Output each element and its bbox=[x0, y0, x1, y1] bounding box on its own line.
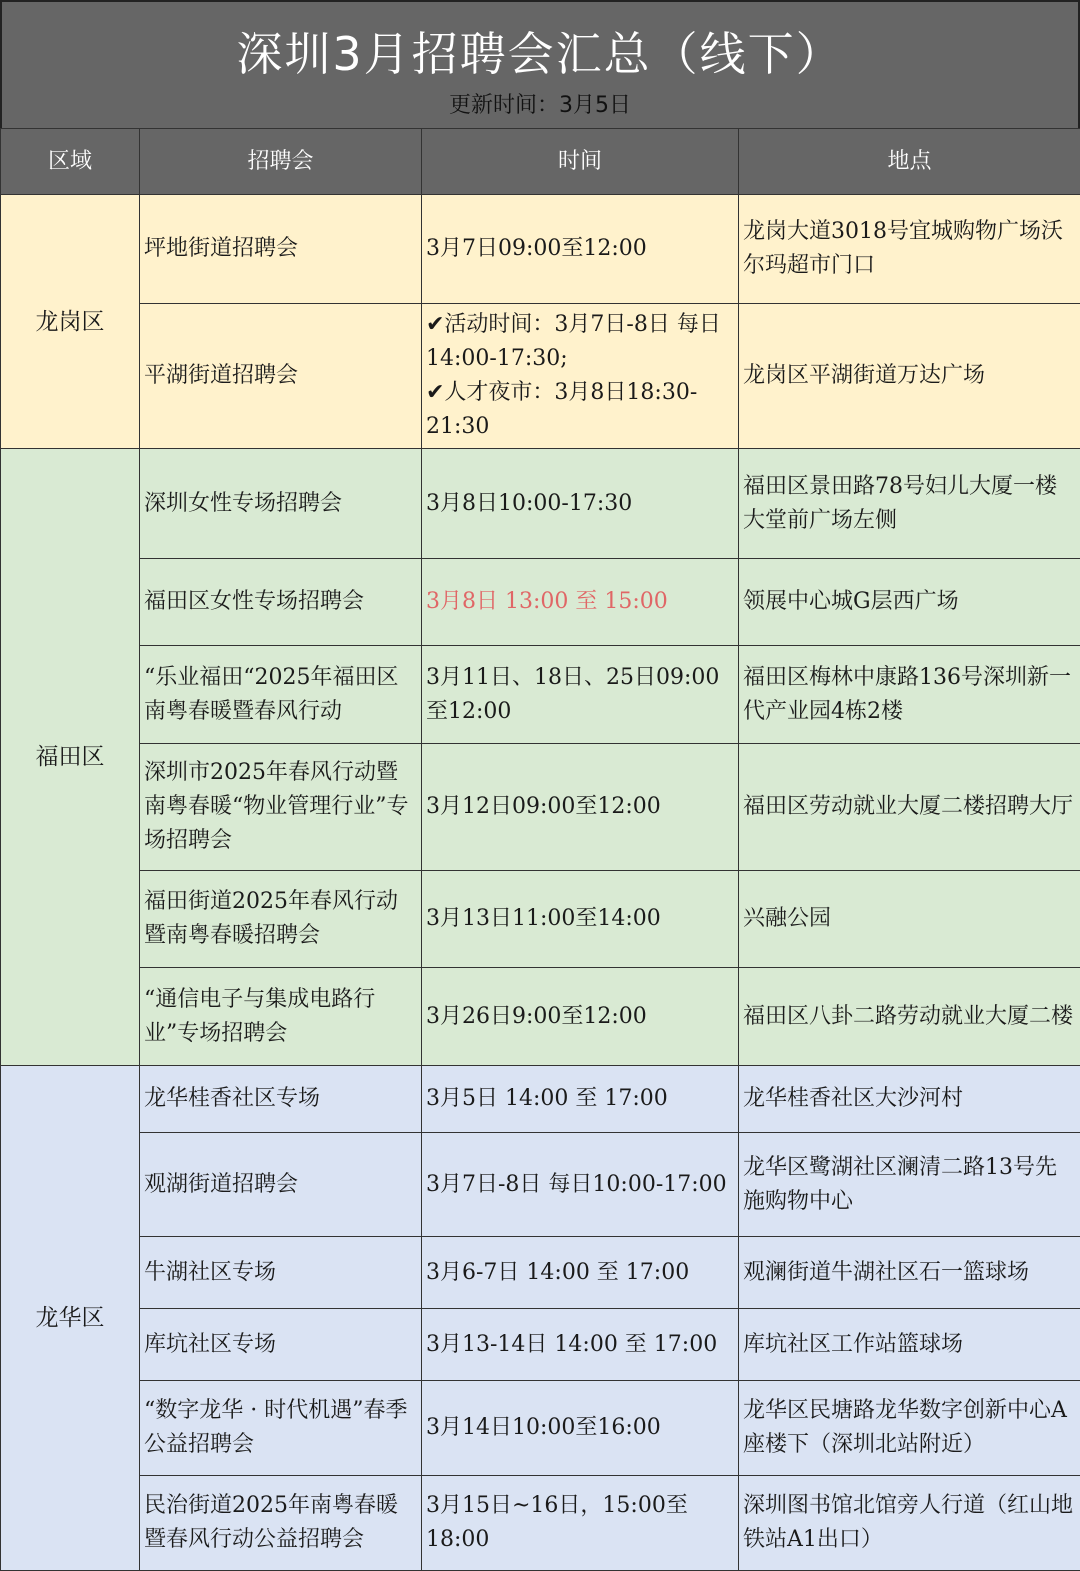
column-header-time: 时间 bbox=[422, 129, 739, 195]
event-location: 龙华桂香社区大沙河村 bbox=[739, 1066, 1080, 1133]
region-cell-longhua: 龙华区 bbox=[1, 1066, 140, 1571]
job-fair-table bbox=[0, 128, 1080, 1571]
table-row bbox=[1, 968, 1080, 1066]
event-time: 3月26日9:00至12:00 bbox=[422, 968, 739, 1066]
table-row bbox=[1, 559, 1080, 646]
event-time-line: ✔活动时间：3月7日-8日 每日14:00-17:30; bbox=[426, 308, 734, 376]
event-name: 库坑社区专场 bbox=[140, 1309, 422, 1381]
event-location: 福田区劳动就业大厦二楼招聘大厅 bbox=[739, 744, 1080, 871]
event-name: 平湖街道招聘会 bbox=[140, 304, 422, 449]
column-header-event: 招聘会 bbox=[140, 129, 422, 195]
event-name: “通信电子与集成电路行业”专场招聘会 bbox=[140, 968, 422, 1066]
event-time: 3月5日 14:00 至 17:00 bbox=[422, 1066, 739, 1133]
table-row bbox=[1, 449, 1080, 559]
event-location: 领展中心城G层西广场 bbox=[739, 559, 1080, 646]
event-time: 3月8日 13:00 至 15:00 bbox=[422, 559, 739, 646]
event-location: 龙华区鹭湖社区澜清二路13号先施购物中心 bbox=[739, 1133, 1080, 1237]
event-name: 观湖街道招聘会 bbox=[140, 1133, 422, 1237]
table-row bbox=[1, 1381, 1080, 1476]
event-name: “数字龙华 · 时代机遇”春季公益招聘会 bbox=[140, 1381, 422, 1476]
event-name: “乐业福田“2025年福田区南粤春暖暨春风行动 bbox=[140, 646, 422, 744]
table-row bbox=[1, 1133, 1080, 1237]
table-row bbox=[1, 1309, 1080, 1381]
event-location: 龙岗区平湖街道万达广场 bbox=[739, 304, 1080, 449]
table-header-row bbox=[1, 129, 1080, 195]
event-location: 龙华区民塘路龙华数字创新中心A座楼下（深圳北站附近） bbox=[739, 1381, 1080, 1476]
event-name: 牛湖社区专场 bbox=[140, 1237, 422, 1309]
region-cell-longgang: 龙岗区 bbox=[1, 195, 140, 449]
column-header-location: 地点 bbox=[739, 129, 1080, 195]
page-title: 深圳3月招聘会汇总（线下） bbox=[2, 18, 1078, 84]
event-time: 3月6-7日 14:00 至 17:00 bbox=[422, 1237, 739, 1309]
update-time: 更新时间：3月5日 bbox=[2, 88, 1078, 119]
event-time: 3月15日~16日，15:00至18:00 bbox=[422, 1476, 739, 1571]
event-name: 福田区女性专场招聘会 bbox=[140, 559, 422, 646]
event-time: 3月14日10:00至16:00 bbox=[422, 1381, 739, 1476]
table-row bbox=[1, 646, 1080, 744]
event-time: 3月7日-8日 每日10:00-17:00 bbox=[422, 1133, 739, 1237]
table-row bbox=[1, 1066, 1080, 1133]
event-location: 福田区梅林中康路136号深圳新一代产业园4栋2楼 bbox=[739, 646, 1080, 744]
event-time: 3月8日10:00-17:30 bbox=[422, 449, 739, 559]
event-location: 龙岗大道3018号宜城购物广场沃尔玛超市门口 bbox=[739, 195, 1080, 304]
event-time: 3月11日、18日、25日09:00至12:00 bbox=[422, 646, 739, 744]
table-row bbox=[1, 1476, 1080, 1571]
table-row bbox=[1, 1237, 1080, 1309]
event-name: 深圳市2025年春风行动暨南粤春暖“物业管理行业”专场招聘会 bbox=[140, 744, 422, 871]
table-row bbox=[1, 744, 1080, 871]
event-time: 3月13日11:00至14:00 bbox=[422, 871, 739, 968]
event-time: 3月13-14日 14:00 至 17:00 bbox=[422, 1309, 739, 1381]
event-location: 深圳图书馆北馆旁人行道（红山地铁站A1出口） bbox=[739, 1476, 1080, 1571]
event-time bbox=[422, 304, 739, 449]
table-row bbox=[1, 871, 1080, 968]
event-name: 民治街道2025年南粤春暖暨春风行动公益招聘会 bbox=[140, 1476, 422, 1571]
region-cell-futian: 福田区 bbox=[1, 449, 140, 1066]
event-time: 3月7日09:00至12:00 bbox=[422, 195, 739, 304]
event-name: 龙华桂香社区专场 bbox=[140, 1066, 422, 1133]
table-row bbox=[1, 195, 1080, 304]
event-location: 观澜街道牛湖社区石一篮球场 bbox=[739, 1237, 1080, 1309]
event-name: 福田街道2025年春风行动暨南粤春暖招聘会 bbox=[140, 871, 422, 968]
event-name: 深圳女性专场招聘会 bbox=[140, 449, 422, 559]
table-row bbox=[1, 304, 1080, 449]
event-name: 坪地街道招聘会 bbox=[140, 195, 422, 304]
event-location: 福田区景田路78号妇儿大厦一楼大堂前广场左侧 bbox=[739, 449, 1080, 559]
event-time: 3月12日09:00至12:00 bbox=[422, 744, 739, 871]
event-time-line: ✔人才夜市：3月8日18:30-21:30 bbox=[426, 376, 734, 444]
page-header bbox=[0, 0, 1080, 128]
column-header-region: 区域 bbox=[1, 129, 140, 195]
event-location: 库坑社区工作站篮球场 bbox=[739, 1309, 1080, 1381]
event-location: 兴融公园 bbox=[739, 871, 1080, 968]
event-location: 福田区八卦二路劳动就业大厦二楼 bbox=[739, 968, 1080, 1066]
